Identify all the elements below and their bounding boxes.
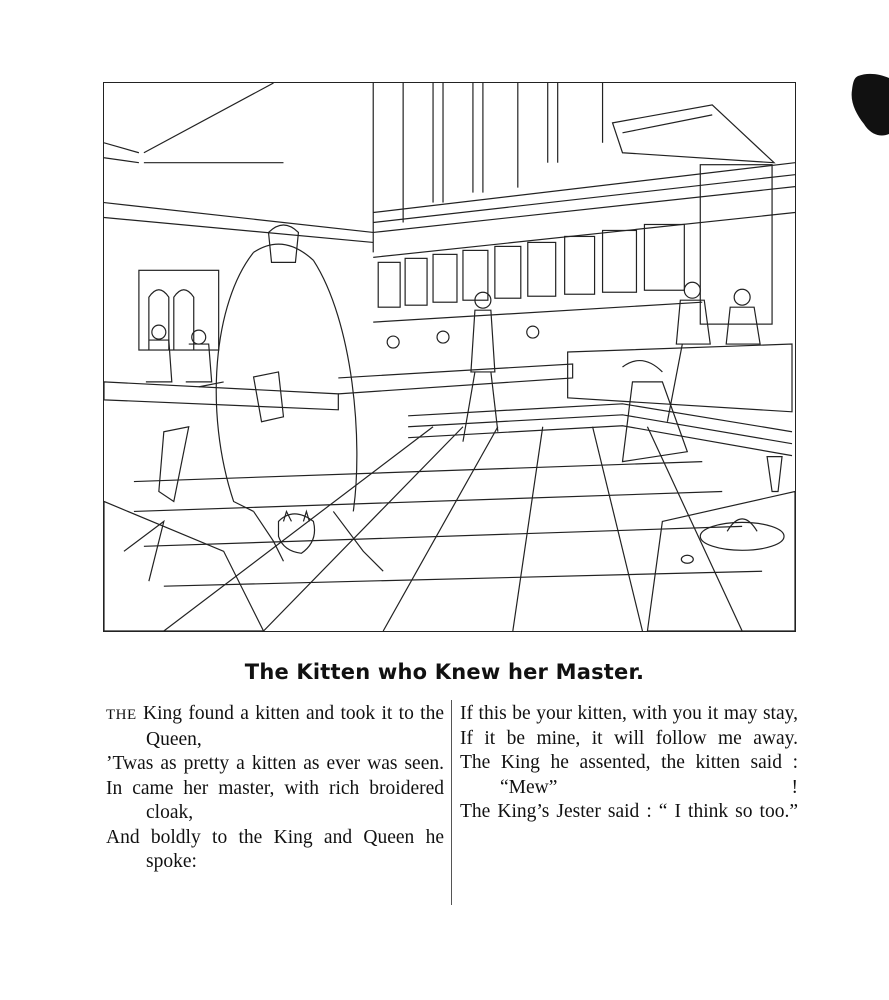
verse-line: And boldly to the King and Queen he spoke:	[106, 826, 444, 872]
verse-line	[106, 702, 444, 752]
verse-line: The King’s Jester said : “ I think so too.”	[460, 801, 798, 822]
verse-line: The King he assented, the kitten said : “Mew” !	[460, 752, 798, 798]
column-divider	[451, 700, 452, 905]
banquet-hall-illustration	[103, 82, 796, 632]
poem-title: The Kitten who Knew her Master.	[244, 660, 645, 684]
verse-column-left	[106, 702, 444, 875]
verse-text: King found a kitten and took it to the Queen,	[136, 703, 444, 750]
verse-line: If it be mine, it will follow me away.	[460, 727, 798, 749]
drop-cap-word: THE	[106, 707, 137, 723]
verse-column-right	[460, 702, 798, 825]
verse-line: If this be your kitten, with you it may stay,	[460, 703, 798, 724]
verse-line: ’Twas as pretty a kitten as ever was seen.	[106, 753, 444, 774]
verse-line: In came her master, with rich broidered cloak,	[106, 777, 444, 823]
banquet-hall-drawing	[104, 83, 795, 631]
ink-blot	[850, 72, 889, 138]
